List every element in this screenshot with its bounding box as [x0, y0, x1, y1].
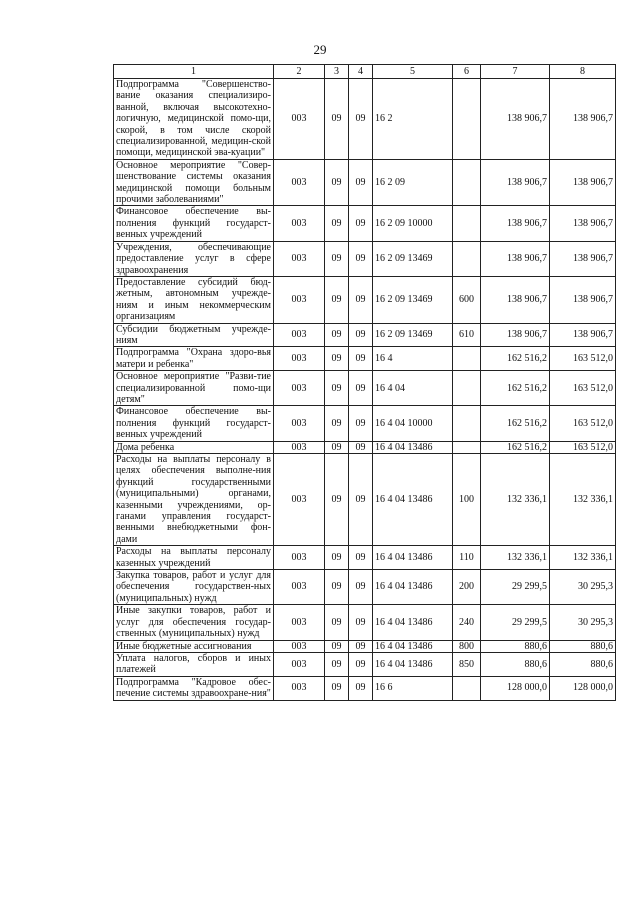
ministry-code-cell: 003 — [274, 570, 325, 605]
row-name-cell: Финансовое обеспечение вы-полнения функций государст-венных учреждений — [114, 206, 274, 241]
table-row — [114, 159, 616, 206]
target-article-cell: 16 2 09 13469 — [373, 276, 453, 323]
row-name-cell: Учреждения, обеспечивающие предоставление услуг в сфере здравоохранения — [114, 241, 274, 276]
expense-type-cell: 600 — [453, 276, 481, 323]
table-row — [114, 347, 616, 371]
column-header: 2 — [274, 65, 325, 79]
column-header: 6 — [453, 65, 481, 79]
section-cell: 09 — [325, 159, 349, 206]
expense-type-cell — [453, 206, 481, 241]
amount-year2-cell: 30 295,3 — [550, 570, 616, 605]
target-article-cell: 16 4 04 13486 — [373, 546, 453, 570]
section-cell: 09 — [325, 676, 349, 700]
column-header: 8 — [550, 65, 616, 79]
section-cell: 09 — [325, 605, 349, 640]
target-article-cell: 16 2 09 13469 — [373, 241, 453, 276]
subsection-cell: 09 — [349, 79, 373, 160]
amount-year1-cell: 138 906,7 — [481, 276, 550, 323]
target-article-cell: 16 4 04 10000 — [373, 406, 453, 441]
table-row — [114, 241, 616, 276]
amount-year1-cell: 138 906,7 — [481, 241, 550, 276]
table-header-row — [114, 65, 616, 79]
subsection-cell: 09 — [349, 546, 373, 570]
section-cell: 09 — [325, 276, 349, 323]
ministry-code-cell: 003 — [274, 441, 325, 453]
target-article-cell: 16 4 04 — [373, 371, 453, 406]
section-cell: 09 — [325, 546, 349, 570]
table-row — [114, 570, 616, 605]
section-cell: 09 — [325, 570, 349, 605]
expense-type-cell: 110 — [453, 546, 481, 570]
amount-year1-cell: 132 336,1 — [481, 454, 550, 546]
column-header: 7 — [481, 65, 550, 79]
section-cell: 09 — [325, 241, 349, 276]
target-article-cell: 16 2 09 10000 — [373, 206, 453, 241]
amount-year2-cell: 163 512,0 — [550, 441, 616, 453]
amount-year1-cell: 29 299,5 — [481, 570, 550, 605]
amount-year1-cell: 132 336,1 — [481, 546, 550, 570]
expense-type-cell: 100 — [453, 454, 481, 546]
table-row — [114, 79, 616, 160]
ministry-code-cell: 003 — [274, 323, 325, 347]
amount-year2-cell: 138 906,7 — [550, 159, 616, 206]
target-article-cell: 16 4 04 13486 — [373, 454, 453, 546]
amount-year2-cell: 880,6 — [550, 652, 616, 676]
amount-year2-cell: 30 295,3 — [550, 605, 616, 640]
expense-type-cell — [453, 241, 481, 276]
amount-year2-cell: 163 512,0 — [550, 406, 616, 441]
subsection-cell: 09 — [349, 206, 373, 241]
amount-year1-cell: 162 516,2 — [481, 441, 550, 453]
ministry-code-cell: 003 — [274, 605, 325, 640]
row-name-cell: Иные бюджетные ассигнования — [114, 640, 274, 652]
amount-year1-cell: 880,6 — [481, 652, 550, 676]
amount-year1-cell: 162 516,2 — [481, 371, 550, 406]
amount-year1-cell: 138 906,7 — [481, 159, 550, 206]
subsection-cell: 09 — [349, 605, 373, 640]
subsection-cell: 09 — [349, 676, 373, 700]
table-row — [114, 652, 616, 676]
amount-year1-cell: 880,6 — [481, 640, 550, 652]
section-cell: 09 — [325, 79, 349, 160]
ministry-code-cell: 003 — [274, 676, 325, 700]
ministry-code-cell: 003 — [274, 652, 325, 676]
row-name-cell: Уплата налогов, сборов и иных платежей — [114, 652, 274, 676]
section-cell: 09 — [325, 454, 349, 546]
amount-year1-cell: 162 516,2 — [481, 406, 550, 441]
section-cell: 09 — [325, 206, 349, 241]
amount-year1-cell: 162 516,2 — [481, 347, 550, 371]
ministry-code-cell: 003 — [274, 371, 325, 406]
target-article-cell: 16 4 04 13486 — [373, 640, 453, 652]
ministry-code-cell: 003 — [274, 640, 325, 652]
amount-year1-cell: 138 906,7 — [481, 323, 550, 347]
table-row — [114, 276, 616, 323]
row-name-cell: Подпрограмма "Охрана здоро-вья матери и ребенка" — [114, 347, 274, 371]
target-article-cell: 16 4 — [373, 347, 453, 371]
row-name-cell: Субсидии бюджетным учрежде-ниям — [114, 323, 274, 347]
target-article-cell: 16 2 09 — [373, 159, 453, 206]
expense-type-cell: 800 — [453, 640, 481, 652]
section-cell: 09 — [325, 323, 349, 347]
table-row — [114, 323, 616, 347]
subsection-cell: 09 — [349, 640, 373, 652]
row-name-cell: Закупка товаров, работ и услуг для обеспечения государствен-ных (муниципальных) нужд — [114, 570, 274, 605]
table-row — [114, 605, 616, 640]
amount-year1-cell: 138 906,7 — [481, 206, 550, 241]
expense-type-cell — [453, 159, 481, 206]
table-row — [114, 441, 616, 453]
expense-type-cell — [453, 347, 481, 371]
target-article-cell: 16 4 04 13486 — [373, 570, 453, 605]
amount-year2-cell: 880,6 — [550, 640, 616, 652]
subsection-cell: 09 — [349, 652, 373, 676]
amount-year2-cell: 138 906,7 — [550, 206, 616, 241]
subsection-cell: 09 — [349, 371, 373, 406]
target-article-cell: 16 2 09 13469 — [373, 323, 453, 347]
amount-year1-cell: 138 906,7 — [481, 79, 550, 160]
row-name-cell: Расходы на выплаты персоналу в целях обеспечения выполне-ния функций государственными (муниципальными) органами, казенными учреждениями, ор-ганами управления государст-венными внебюджетными фон-дами — [114, 454, 274, 546]
subsection-cell: 09 — [349, 347, 373, 371]
amount-year2-cell: 132 336,1 — [550, 454, 616, 546]
expense-type-cell: 200 — [453, 570, 481, 605]
section-cell: 09 — [325, 371, 349, 406]
ministry-code-cell: 003 — [274, 406, 325, 441]
subsection-cell: 09 — [349, 454, 373, 546]
table-row — [114, 546, 616, 570]
ministry-code-cell: 003 — [274, 347, 325, 371]
subsection-cell: 09 — [349, 406, 373, 441]
ministry-code-cell: 003 — [274, 241, 325, 276]
section-cell: 09 — [325, 640, 349, 652]
column-header: 3 — [325, 65, 349, 79]
row-name-cell: Предоставление субсидий бюд-жетным, автономным учрежде-ниям и иным некоммерческим организациям — [114, 276, 274, 323]
table-row — [114, 371, 616, 406]
expense-type-cell: 240 — [453, 605, 481, 640]
expense-type-cell — [453, 406, 481, 441]
target-article-cell: 16 4 04 13486 — [373, 652, 453, 676]
ministry-code-cell: 003 — [274, 546, 325, 570]
amount-year2-cell: 138 906,7 — [550, 323, 616, 347]
row-name-cell: Иные закупки товаров, работ и услуг для обеспечения государ-ственных (муниципальных) нужд — [114, 605, 274, 640]
expense-type-cell — [453, 371, 481, 406]
expense-type-cell — [453, 441, 481, 453]
amount-year2-cell: 138 906,7 — [550, 276, 616, 323]
row-name-cell: Финансовое обеспечение вы-полнения функций государст-венных учреждений — [114, 406, 274, 441]
section-cell: 09 — [325, 652, 349, 676]
target-article-cell: 16 6 — [373, 676, 453, 700]
table-row — [114, 676, 616, 700]
table-row — [114, 406, 616, 441]
column-header: 1 — [114, 65, 274, 79]
target-article-cell: 16 4 04 13486 — [373, 605, 453, 640]
ministry-code-cell: 003 — [274, 276, 325, 323]
amount-year2-cell: 132 336,1 — [550, 546, 616, 570]
subsection-cell: 09 — [349, 276, 373, 323]
row-name-cell: Подпрограмма "Совершенство-вание оказания специализиро-ванной, включая высокотехно-логичную, медицинской помо-щи, скорой, в том числе скорой специализированной, медицин-ской помощи, медицинской эва-куации" — [114, 79, 274, 160]
ministry-code-cell: 003 — [274, 79, 325, 160]
target-article-cell: 16 4 04 13486 — [373, 441, 453, 453]
amount-year2-cell: 128 000,0 — [550, 676, 616, 700]
subsection-cell: 09 — [349, 441, 373, 453]
column-header: 5 — [373, 65, 453, 79]
expense-type-cell — [453, 79, 481, 160]
ministry-code-cell: 003 — [274, 159, 325, 206]
amount-year1-cell: 128 000,0 — [481, 676, 550, 700]
subsection-cell: 09 — [349, 323, 373, 347]
section-cell: 09 — [325, 441, 349, 453]
amount-year2-cell: 138 906,7 — [550, 79, 616, 160]
row-name-cell: Основное мероприятие "Совер-шенствование системы оказания медицинской помощи больным прочими заболеваниями" — [114, 159, 274, 206]
expense-type-cell — [453, 676, 481, 700]
section-cell: 09 — [325, 406, 349, 441]
amount-year1-cell: 29 299,5 — [481, 605, 550, 640]
section-cell: 09 — [325, 347, 349, 371]
ministry-code-cell: 003 — [274, 454, 325, 546]
amount-year2-cell: 163 512,0 — [550, 371, 616, 406]
budget-table — [113, 64, 616, 701]
page-number: 29 — [313, 42, 327, 57]
ministry-code-cell: 003 — [274, 206, 325, 241]
expense-type-cell: 850 — [453, 652, 481, 676]
table-row — [114, 640, 616, 652]
row-name-cell: Расходы на выплаты персоналу казенных учреждений — [114, 546, 274, 570]
row-name-cell: Основное мероприятие "Разви-тие специализированной помо-щи детям" — [114, 371, 274, 406]
row-name-cell: Подпрограмма "Кадровое обес-печение системы здравоохране-ния" — [114, 676, 274, 700]
expense-type-cell: 610 — [453, 323, 481, 347]
column-header: 4 — [349, 65, 373, 79]
subsection-cell: 09 — [349, 159, 373, 206]
table-row — [114, 454, 616, 546]
table-row — [114, 206, 616, 241]
subsection-cell: 09 — [349, 570, 373, 605]
amount-year2-cell: 138 906,7 — [550, 241, 616, 276]
target-article-cell: 16 2 — [373, 79, 453, 160]
amount-year2-cell: 163 512,0 — [550, 347, 616, 371]
subsection-cell: 09 — [349, 241, 373, 276]
row-name-cell: Дома ребенка — [114, 441, 274, 453]
